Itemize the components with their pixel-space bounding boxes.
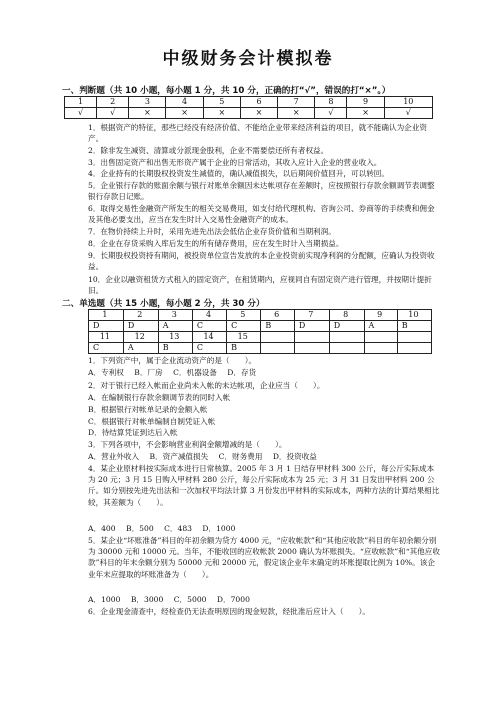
table-cell: × xyxy=(240,108,277,119)
page-title: 中级财务会计模拟卷 xyxy=(162,49,334,69)
table-cell: D xyxy=(294,321,329,332)
option-text: C．5000 xyxy=(173,595,207,604)
table-cell xyxy=(329,343,364,354)
table-cell: D xyxy=(89,321,124,332)
table-cell: × xyxy=(278,108,315,119)
option-text: A．400 xyxy=(88,524,116,533)
answer-table-single-choice xyxy=(88,309,432,354)
question-text: 4．企业持有的长期股权投资发生减值的，确认减值损失，以后期间价值回升，可以转回。 xyxy=(88,169,389,178)
table-cell: 1 xyxy=(65,97,97,108)
option-row xyxy=(88,594,440,605)
question-text: 2．对于银行已经入帐而企业尚未入帐的未达帐项，企业应当（ ）。 xyxy=(88,381,325,390)
section-heading-single-choice: 二、单选题（共 15 小题，每小题 2 分，共 30 分） xyxy=(62,299,265,309)
table-cell: B xyxy=(261,321,294,332)
section-heading-true-false: 一、判断题（共 10 小题，每小题 1 分，共 10 分，正确的打“√”，错误的打“×”。） xyxy=(62,86,391,96)
option-text: C．机器设备 xyxy=(173,368,217,377)
question-text: 7．在物价持续上升时，采用先进先出法会低估企业存货价值和当期利润。 xyxy=(88,227,336,236)
table-cell xyxy=(397,343,431,354)
option-text: A．1000 xyxy=(88,595,121,604)
option-text: B．资产减值损失 xyxy=(149,452,209,461)
question-text: 3．下列各项中，不会影响营业利润金额增减的是（ ）。 xyxy=(88,440,287,449)
table-cell: A xyxy=(123,343,158,354)
table-cell: 6 xyxy=(261,310,294,321)
table-cell: 15 xyxy=(227,332,261,343)
table-cell xyxy=(364,332,397,343)
table-cell: 7 xyxy=(278,97,315,108)
table-cell: 4 xyxy=(192,310,226,321)
question-text: 8．企业在存货采购入库后发生的所有储存费用，应在发生时计入当期损益。 xyxy=(88,239,344,248)
table-cell: 6 xyxy=(240,97,277,108)
option-text: D．7000 xyxy=(216,595,250,604)
table-cell: 10 xyxy=(397,310,431,321)
table-cell: B xyxy=(227,343,261,354)
option-text: B．厂房 xyxy=(134,368,163,377)
table-cell: D xyxy=(329,321,364,332)
option-row xyxy=(88,451,440,462)
option-text: C．根据银行对帐单编制自制凭证入帐 xyxy=(88,417,216,426)
table-cell: √ xyxy=(65,108,97,119)
option-text: B．500 xyxy=(126,524,154,533)
table-cell: 7 xyxy=(294,310,329,321)
table-cell: D xyxy=(123,321,158,332)
table-cell: 5 xyxy=(203,97,240,108)
table-cell: C xyxy=(192,343,226,354)
option-text: B．3000 xyxy=(130,595,164,604)
table-cell: B xyxy=(397,321,431,332)
question-text: 4．某企业原材料按实际成本进行日常核算。2005 年 3 月 1 日结存甲材料 300 公斤，每公斤实际成本为 20 元；3 月 15 日购入甲材料 280 公斤，每公斤实际成本为 25 元；3 月 31 日发出甲材料 200 公斤。如分别按先进先出法和一次加权平均法计算 3 月份发出甲材料的实际成本，两种方法的计算结果相比较，其差额为（ ）。 xyxy=(88,464,440,507)
option-text: A．营业外收入 xyxy=(88,452,140,461)
table-cell: 3 xyxy=(158,310,192,321)
option-text: D．存货 xyxy=(227,368,257,377)
table-cell: × xyxy=(347,108,384,119)
option-text: B．根据银行对帐单记录的金额入帐 xyxy=(88,405,208,414)
table-cell: 11 xyxy=(89,332,124,343)
table-cell xyxy=(364,343,397,354)
table-cell: 9 xyxy=(347,97,384,108)
table-cell: 8 xyxy=(329,310,364,321)
option-text: C．财务费用 xyxy=(218,452,263,461)
option-row xyxy=(88,523,440,534)
table-cell: 1 xyxy=(89,310,124,321)
option-row xyxy=(88,367,440,378)
table-cell: A xyxy=(158,321,192,332)
table-cell xyxy=(294,343,329,354)
table-cell: C xyxy=(227,321,261,332)
table-cell: C xyxy=(89,343,124,354)
table-cell xyxy=(261,343,294,354)
table-cell: 4 xyxy=(166,97,203,108)
question-text: 5．某企业“坏账准备”科目的年初余额为贷方 4000 元，“应收帐款”和“其他应收款”科目的年初余额分别为 30000 元和 10000 元。当年，不能收回的应收帐款 2000 确认为坏账损失。“应收帐款”和“其他应收款”科目的年末余额分别为 50000 元和 20000 元，假定该企业年末确定的坏账提取比例为 10%。该企业年末应提取的坏账准备为（ ）。 xyxy=(88,536,440,579)
table-cell: B xyxy=(158,343,192,354)
table-cell: 2 xyxy=(123,310,158,321)
answer-table-true-false xyxy=(64,96,433,119)
question-text: 9．长期股权投资持有期间，被投资单位宣告发放的本企业投资前实现净利润的分配额，应确认为投资收益。 xyxy=(88,251,435,272)
table-cell: 12 xyxy=(123,332,158,343)
table-cell xyxy=(397,332,431,343)
question-text: 1．下列资产中，属于企业流动资产的是（ ）。 xyxy=(88,356,257,365)
option-text: D．1000 xyxy=(202,524,236,533)
table-cell: × xyxy=(203,108,240,119)
table-cell xyxy=(329,332,364,343)
table-cell: 5 xyxy=(227,310,261,321)
table-cell: C xyxy=(192,321,226,332)
option-text: A．在编制银行存款余额调节表的同时入帐 xyxy=(88,393,231,402)
option-text: D．投资收益 xyxy=(272,452,317,461)
table-cell xyxy=(294,332,329,343)
table-cell: 2 xyxy=(97,97,129,108)
option-text: D．待结算凭证到达后入帐 xyxy=(88,428,178,437)
option-text: C．483 xyxy=(164,524,192,533)
table-cell: √ xyxy=(384,108,432,119)
table-cell: 13 xyxy=(158,332,192,343)
table-cell: × xyxy=(129,108,166,119)
table-cell: 10 xyxy=(384,97,432,108)
table-cell: 9 xyxy=(364,310,397,321)
question-text: 6．取得交易性金融资产所发生的相关交易费用，如支付给代理机构、咨询公司、券商等的手续费和佣金及其他必要支出，应当在发生时计入交易性金融资产的成本。 xyxy=(88,204,435,225)
option-text: A．专利权 xyxy=(88,368,124,377)
question-text: 2．除非发生减资、清算或分派现金股利，企业不需要偿还所有者权益。 xyxy=(88,146,329,155)
question-text: 3．出售固定资产和出售无形资产属于企业的日常活动，其收入应计入企业的营业收入。 xyxy=(88,158,382,167)
question-text: 5．企业银行存款的账面余额与银行对账单余额因未达帐项存在差额时，应按照银行存款余额调节表调整银行存款日记账。 xyxy=(88,181,435,202)
table-cell: √ xyxy=(315,108,347,119)
question-text: 6．企业现金清查中，经检查仍无法查明原因的现金短款，经批准后应计入（ ）。 xyxy=(88,607,370,616)
question-text: 1．根据资产的特征，那些已经没有经济价值、不能给企业带来经济利益的项目，就不能确认为企业资产。 xyxy=(88,123,427,144)
table-cell: 3 xyxy=(129,97,166,108)
table-cell: √ xyxy=(97,108,129,119)
question-text: 10．企业以融资租赁方式租入的固定资产，在租赁期内，应视同自有固定资产进行管理，并按期计提折旧。 xyxy=(88,275,432,296)
table-cell xyxy=(261,332,294,343)
table-cell: A xyxy=(364,321,397,332)
table-cell: 14 xyxy=(192,332,226,343)
table-cell: 8 xyxy=(315,97,347,108)
table-cell: × xyxy=(166,108,203,119)
